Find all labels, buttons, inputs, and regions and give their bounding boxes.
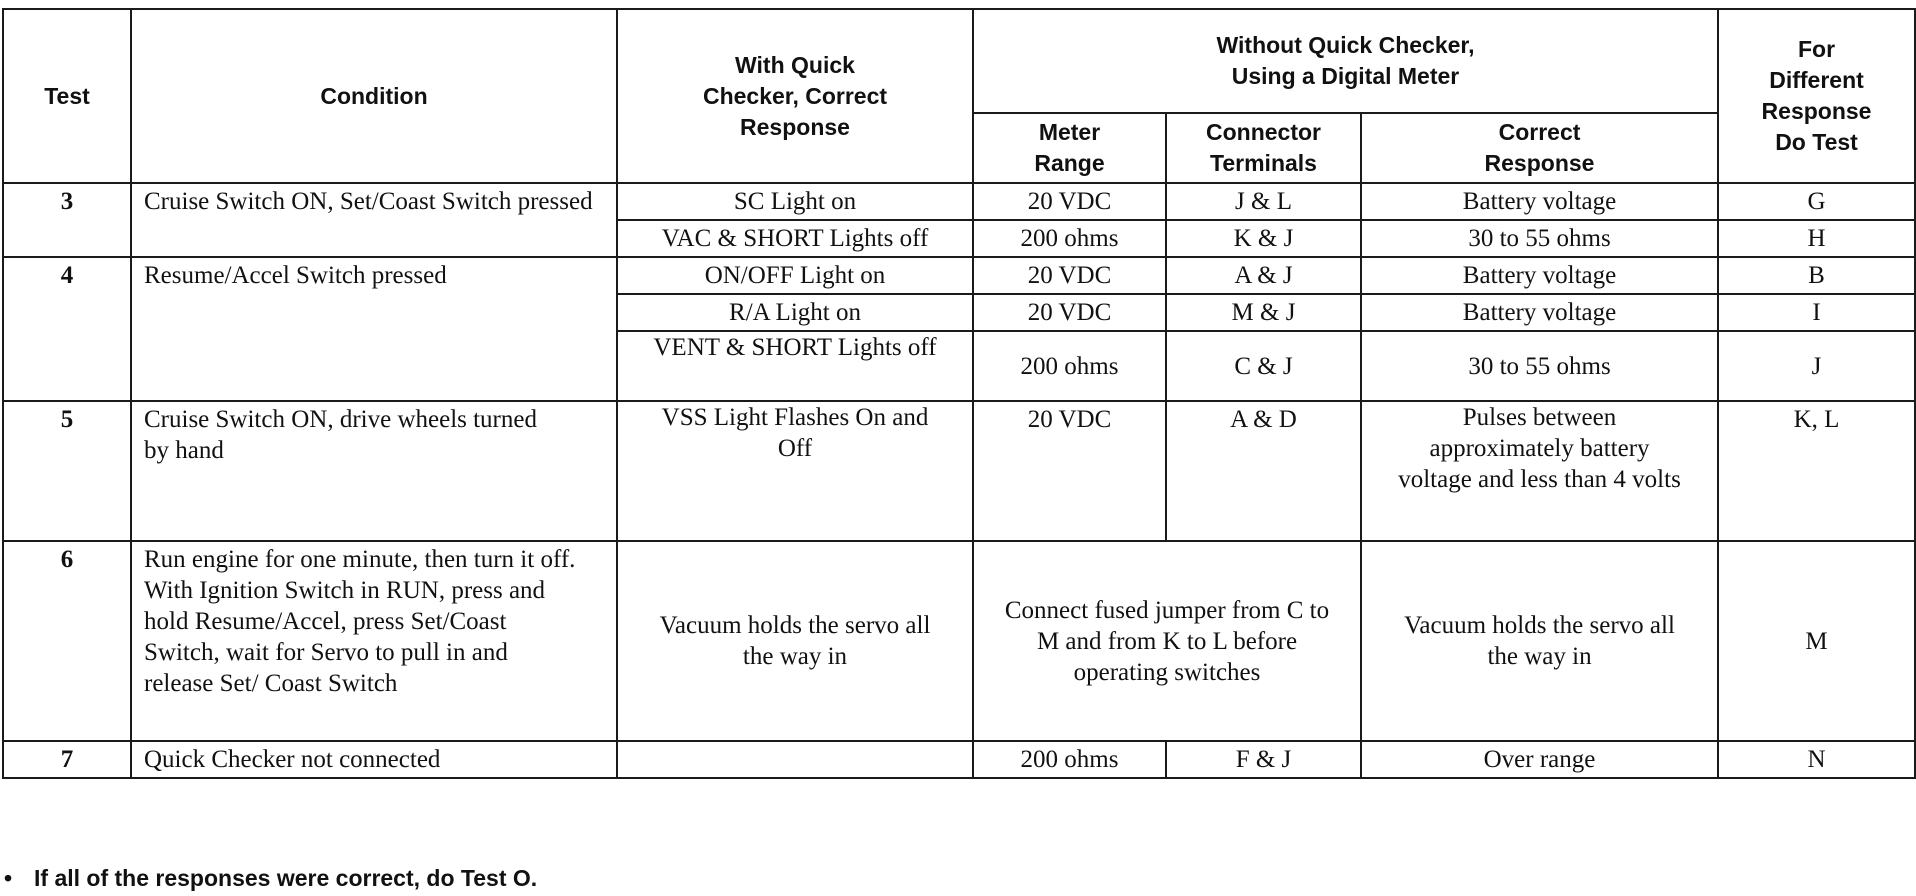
footnote	[4, 864, 537, 892]
quick-response-3b: VAC & SHORT Lights off	[617, 220, 973, 257]
quick-response-6: Vacuum holds the servo all the way in	[617, 541, 973, 741]
correct-response-7: Over range	[1361, 741, 1718, 778]
test-number-3: 3	[3, 183, 131, 257]
condition-5: Cruise Switch ON, drive wheels turned by hand	[131, 401, 617, 541]
header-meter-range: Meter Range	[973, 113, 1166, 183]
next-test-4a: B	[1718, 257, 1915, 294]
diagnostic-table	[2, 8, 1916, 779]
header-correct-response: Correct Response	[1361, 113, 1718, 183]
correct-response-5: Pulses between approximately battery voltage and less than 4 volts	[1361, 401, 1718, 541]
test-number-5: 5	[3, 401, 131, 541]
meter-range-4c: 200 ohms	[973, 331, 1166, 401]
header-condition: Condition	[131, 9, 617, 183]
quick-response-4c: VENT & SHORT Lights off	[617, 331, 973, 401]
terminals-4c: C & J	[1166, 331, 1361, 401]
terminals-4a: A & J	[1166, 257, 1361, 294]
footnote-bullet: •	[4, 865, 13, 891]
meter-range-3b: 200 ohms	[973, 220, 1166, 257]
test-number-7: 7	[3, 741, 131, 778]
correct-response-4a: Battery voltage	[1361, 257, 1718, 294]
next-test-6: M	[1718, 541, 1915, 741]
meter-range-3a: 20 VDC	[973, 183, 1166, 220]
correct-response-4c: 30 to 55 ohms	[1361, 331, 1718, 401]
table-row	[3, 541, 1915, 741]
condition-7: Quick Checker not connected	[131, 741, 617, 778]
quick-response-4b: R/A Light on	[617, 294, 973, 331]
meter-range-4b: 20 VDC	[973, 294, 1166, 331]
next-test-4b: I	[1718, 294, 1915, 331]
next-test-3a: G	[1718, 183, 1915, 220]
footnote-text: If all of the responses were correct, do Test O.	[34, 865, 538, 891]
meter-range-7: 200 ohms	[973, 741, 1166, 778]
correct-response-4b: Battery voltage	[1361, 294, 1718, 331]
terminals-7: F & J	[1166, 741, 1361, 778]
correct-response-3b: 30 to 55 ohms	[1361, 220, 1718, 257]
header-test: Test	[3, 9, 131, 183]
correct-response-3a: Battery voltage	[1361, 183, 1718, 220]
next-test-4c: J	[1718, 331, 1915, 401]
header-different-response: For Different Response Do Test	[1718, 9, 1915, 183]
terminals-5: A & D	[1166, 401, 1361, 541]
table-row	[3, 401, 1915, 541]
table-row	[3, 183, 1915, 220]
quick-response-5: VSS Light Flashes On and Off	[617, 401, 973, 541]
condition-3: Cruise Switch ON, Set/Coast Switch pressed	[131, 183, 617, 257]
next-test-3b: H	[1718, 220, 1915, 257]
quick-response-3a: SC Light on	[617, 183, 973, 220]
terminals-4b: M & J	[1166, 294, 1361, 331]
table-row	[3, 741, 1915, 778]
next-test-7: N	[1718, 741, 1915, 778]
terminals-3a: J & L	[1166, 183, 1361, 220]
condition-4: Resume/Accel Switch pressed	[131, 257, 617, 401]
diagnostic-table-container	[2, 8, 1914, 779]
quick-response-4a: ON/OFF Light on	[617, 257, 973, 294]
table-row	[3, 257, 1915, 294]
meter-instruction-6: Connect fused jumper from C to M and from K to L before operating switches	[973, 541, 1361, 741]
next-test-5: K, L	[1718, 401, 1915, 541]
meter-range-5: 20 VDC	[973, 401, 1166, 541]
quick-response-7	[617, 741, 973, 778]
meter-range-4a: 20 VDC	[973, 257, 1166, 294]
header-quick-checker: With Quick Checker, Correct Response	[617, 9, 973, 183]
header-connector-terminals: Connector Terminals	[1166, 113, 1361, 183]
test-number-4: 4	[3, 257, 131, 401]
test-number-6: 6	[3, 541, 131, 741]
header-without-checker: Without Quick Checker, Using a Digital Meter	[973, 9, 1718, 113]
condition-6: Run engine for one minute, then turn it off. With Ignition Switch in RUN, press and hold Resume/Accel, press Set/Coast Switch, wait for Servo to pull in and release Set/ Coast Switch	[131, 541, 617, 741]
terminals-3b: K & J	[1166, 220, 1361, 257]
correct-response-6: Vacuum holds the servo all the way in	[1361, 541, 1718, 741]
